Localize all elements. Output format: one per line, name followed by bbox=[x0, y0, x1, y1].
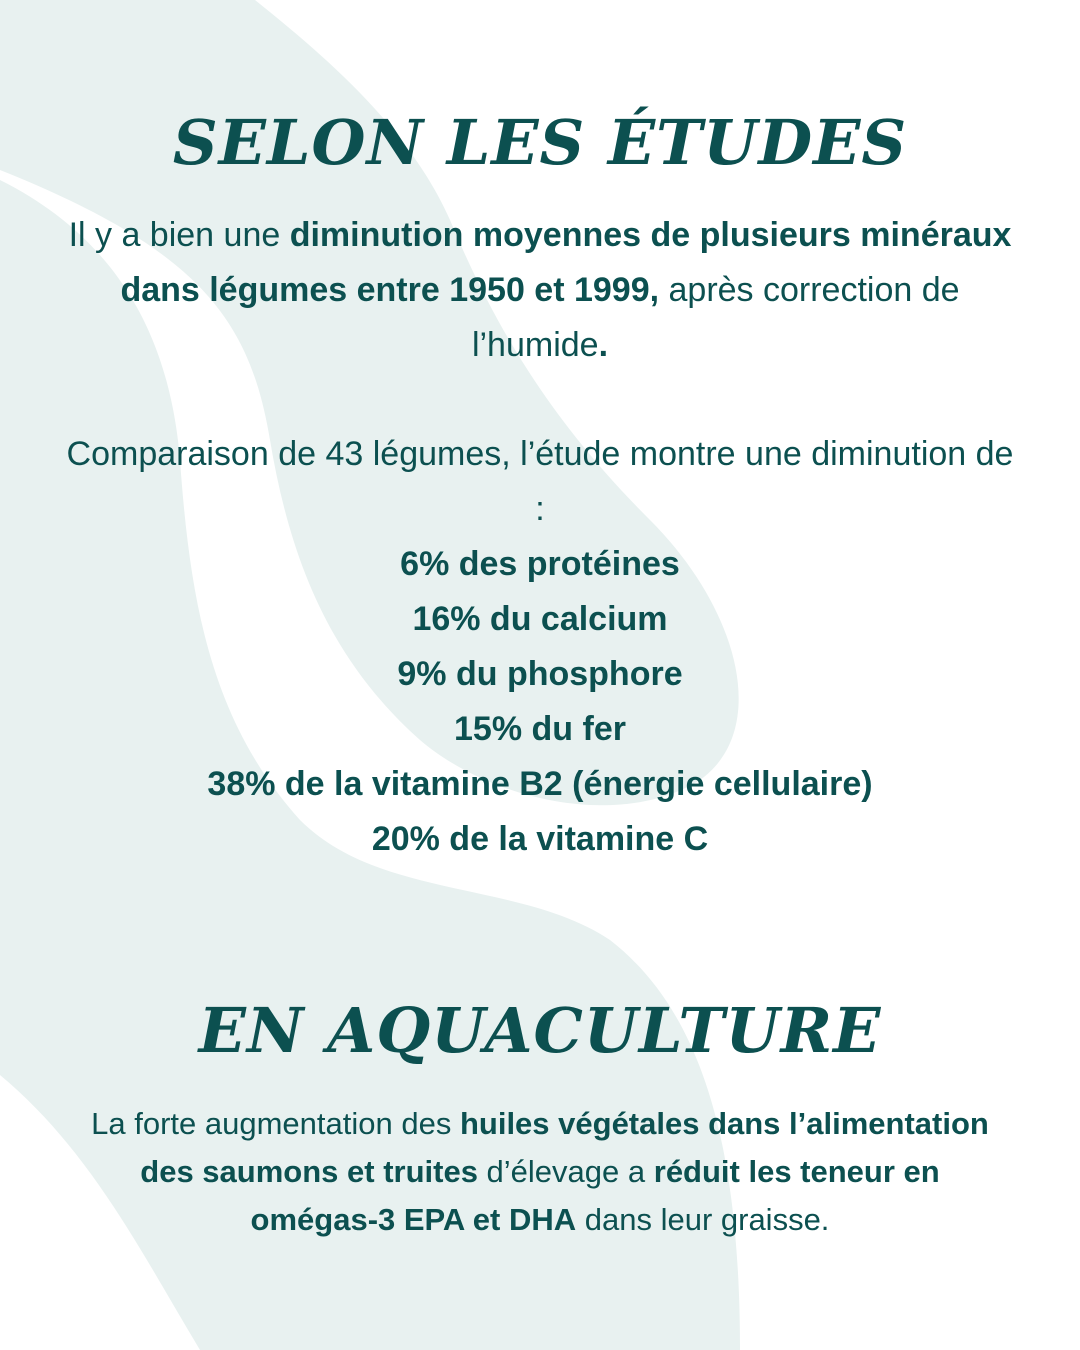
text-segment: dans leur graisse. bbox=[576, 1202, 830, 1237]
bold-text-segment: huiles végétales dans l’alimentation des saumons et truites bbox=[140, 1106, 989, 1189]
bold-text-segment: réduit les teneur en omégas-3 EPA et DHA bbox=[250, 1154, 940, 1237]
comparison-paragraph: Comparaison de 43 légumes, l’étude montre une diminution de : bbox=[66, 435, 1014, 528]
section-title-aquaculture: EN AQUACULTURE bbox=[198, 994, 882, 1067]
text-segment: d’élevage a bbox=[477, 1154, 654, 1189]
decrease-list bbox=[60, 537, 1020, 867]
list-item: 38% de la vitamine B2 (énergie cellulaire) bbox=[207, 765, 873, 803]
section-title-etudes: SELON LES ÉTUDES bbox=[172, 106, 908, 179]
text-segment: Il y a bien une bbox=[68, 216, 290, 254]
bold-text-segment: . bbox=[598, 326, 609, 364]
list-item: 16% du calcium bbox=[412, 600, 668, 638]
text-segment: après correction de l’humide bbox=[471, 271, 960, 364]
text-segment: La forte augmentation des bbox=[91, 1106, 460, 1141]
studies-paragraph bbox=[60, 208, 1020, 373]
list-item: 20% de la vitamine C bbox=[371, 820, 709, 858]
aquaculture-paragraph bbox=[80, 1100, 1000, 1244]
list-item: 6% des protéines bbox=[400, 545, 680, 583]
bold-text-segment: diminution moyennes de plusieurs minéraux dans légumes entre 1950 et 1999, bbox=[120, 216, 1012, 309]
list-item: 9% du phosphore bbox=[397, 655, 683, 693]
list-item: 15% du fer bbox=[454, 710, 626, 748]
